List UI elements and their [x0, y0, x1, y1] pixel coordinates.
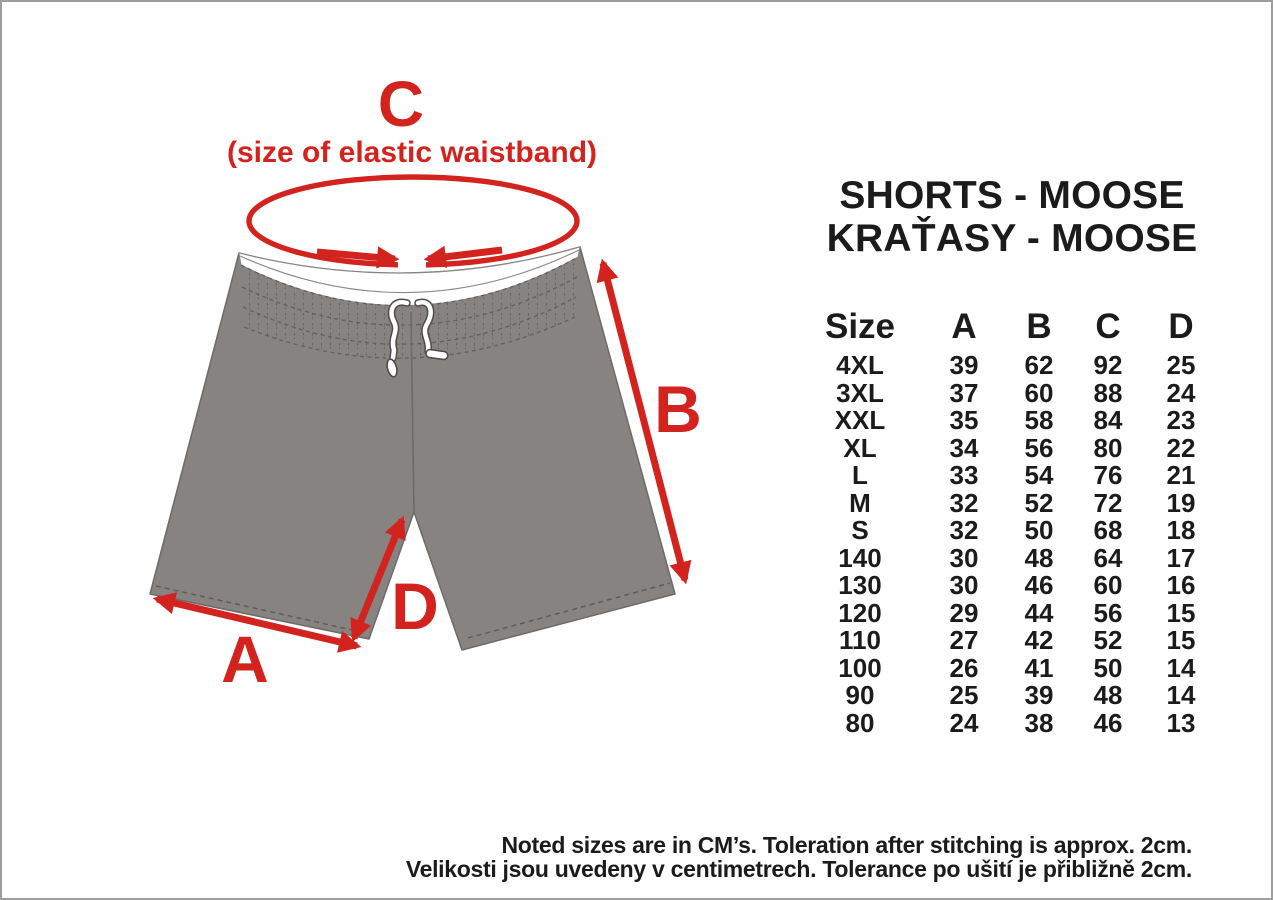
- footer-notes: [406, 833, 1192, 881]
- size-label-cell: 90: [845, 680, 875, 710]
- size-label-cell: XL: [843, 432, 877, 463]
- measurement-cell-a: 26: [949, 652, 979, 683]
- measurement-cell-b: 60: [1024, 377, 1054, 408]
- product-title: [812, 174, 1212, 260]
- measurement-cell-a: 32: [949, 487, 979, 518]
- measurement-cell-c: 50: [1093, 652, 1123, 683]
- product-title-en: SHORTS - MOOSE: [839, 174, 1185, 217]
- measurement-cell-c: 76: [1093, 460, 1123, 490]
- measurement-cell-d: 22: [1166, 432, 1196, 463]
- measurement-cell-d: 14: [1166, 680, 1196, 710]
- measurement-cell-d: 24: [1166, 377, 1196, 408]
- measurement-cell-d: 13: [1166, 707, 1196, 738]
- measurement-cell-c: 72: [1093, 487, 1123, 518]
- column-header-d: D: [1168, 307, 1194, 346]
- measurement-cell-b: 44: [1024, 597, 1054, 628]
- size-table-row: [817, 432, 1217, 463]
- measurement-cell-b: 50: [1024, 515, 1054, 545]
- size-table-row: [817, 597, 1217, 628]
- size-label-cell: 3XL: [836, 377, 884, 408]
- measurement-cell-a: 24: [949, 707, 979, 738]
- size-table-row: [817, 487, 1217, 518]
- measurement-cell-d: 17: [1166, 542, 1196, 573]
- measurement-cell-c: 64: [1093, 542, 1123, 573]
- measurement-cell-b: 46: [1024, 570, 1054, 600]
- measure-label-b: B: [654, 372, 702, 446]
- column-header-a: A: [951, 307, 977, 346]
- measurement-cell-d: 25: [1166, 350, 1196, 380]
- measurement-cell-a: 29: [949, 597, 979, 628]
- size-table-row: [817, 407, 1217, 435]
- size-label-cell: S: [851, 515, 869, 545]
- waistband-measure-ellipse: [249, 177, 577, 265]
- measurement-cell-a: 39: [949, 350, 979, 380]
- measurement-cell-b: 48: [1024, 542, 1054, 573]
- measurement-cell-b: 42: [1024, 625, 1054, 655]
- measurement-cell-b: 54: [1024, 460, 1054, 490]
- measurement-cell-d: 15: [1166, 597, 1196, 628]
- measurement-cell-d: 16: [1166, 570, 1196, 600]
- measurement-cell-c: 52: [1093, 625, 1123, 655]
- measurement-cell-c: 60: [1093, 570, 1123, 600]
- measurement-cell-d: 15: [1166, 625, 1196, 655]
- measurement-cell-a: 32: [949, 515, 979, 545]
- measurement-cell-c: 92: [1093, 350, 1123, 380]
- measurement-cell-c: 80: [1093, 432, 1123, 463]
- measurement-cell-c: 48: [1093, 680, 1123, 710]
- size-table-row: [817, 627, 1217, 655]
- measurement-cell-a: 34: [949, 432, 979, 463]
- size-table-header: [817, 307, 1217, 347]
- measurement-cell-c: 88: [1093, 377, 1123, 408]
- measurement-cell-a: 25: [949, 680, 979, 710]
- size-table-row: [817, 517, 1217, 545]
- measurement-cell-c: 84: [1093, 405, 1123, 435]
- measurement-cell-d: 14: [1166, 652, 1196, 683]
- size-table-row: [817, 352, 1217, 380]
- column-header-c: C: [1095, 307, 1121, 346]
- measurement-cell-c: 56: [1093, 597, 1123, 628]
- shorts-diagram: [2, 2, 782, 722]
- measurement-cell-d: 23: [1166, 405, 1196, 435]
- size-label-cell: L: [852, 460, 868, 490]
- size-table: [817, 307, 1217, 737]
- size-label-cell: 130: [838, 570, 882, 600]
- measurement-cell-b: 52: [1024, 487, 1054, 518]
- measure-label-d: D: [391, 569, 439, 643]
- size-table-row: [817, 462, 1217, 490]
- measurement-cell-b: 39: [1024, 680, 1054, 710]
- size-label-cell: 4XL: [836, 350, 884, 380]
- footer-note-cs: Velikosti jsou uvedeny v centimetrech. Tolerance po ušití je přibližně 2cm.: [405, 856, 1192, 882]
- measurement-cell-b: 38: [1024, 707, 1054, 738]
- size-label-cell: 110: [839, 625, 881, 655]
- measurement-cell-b: 58: [1024, 405, 1054, 435]
- size-label-cell: XXL: [834, 405, 886, 435]
- size-table-row: [817, 572, 1217, 600]
- measurement-cell-d: 18: [1166, 515, 1196, 545]
- measurement-cell-b: 56: [1024, 432, 1054, 463]
- measurement-cell-a: 30: [949, 570, 979, 600]
- measurement-cell-b: 62: [1024, 350, 1054, 380]
- measurement-cell-d: 21: [1166, 460, 1196, 490]
- size-table-row: [817, 707, 1217, 738]
- ellipse-gap: [398, 252, 426, 269]
- column-header-b: B: [1026, 307, 1052, 346]
- footer-note-en: Noted sizes are in CM’s. Toleration after stitching is approx. 2cm.: [501, 832, 1192, 858]
- size-table-row: [817, 377, 1217, 408]
- size-table-row: [817, 682, 1217, 710]
- measure-label-c: C: [377, 68, 425, 140]
- measurement-cell-c: 46: [1093, 707, 1123, 738]
- size-label-cell: M: [849, 487, 871, 518]
- measurement-cell-a: 37: [949, 377, 979, 408]
- size-table-row: [817, 652, 1217, 683]
- measurement-cell-d: 19: [1166, 487, 1196, 518]
- measurement-cell-b: 41: [1024, 652, 1054, 683]
- measurement-cell-a: 35: [949, 405, 979, 435]
- measurement-cell-a: 30: [949, 542, 979, 573]
- product-title-cs: KRAŤASY - MOOSE: [826, 217, 1198, 260]
- size-table-row: [817, 542, 1217, 573]
- column-header-size: Size: [824, 307, 896, 346]
- size-label-cell: 100: [838, 652, 882, 683]
- measurement-cell-c: 68: [1093, 515, 1123, 545]
- waistband-note: (size of elastic waistband): [226, 136, 598, 169]
- measurement-cell-a: 27: [949, 625, 979, 655]
- size-label-cell: 120: [838, 597, 882, 628]
- size-table-body: [817, 352, 1217, 737]
- measure-label-a: A: [221, 622, 269, 696]
- measurement-cell-a: 33: [949, 460, 979, 490]
- size-label-cell: 140: [838, 542, 882, 573]
- size-label-cell: 80: [845, 707, 875, 738]
